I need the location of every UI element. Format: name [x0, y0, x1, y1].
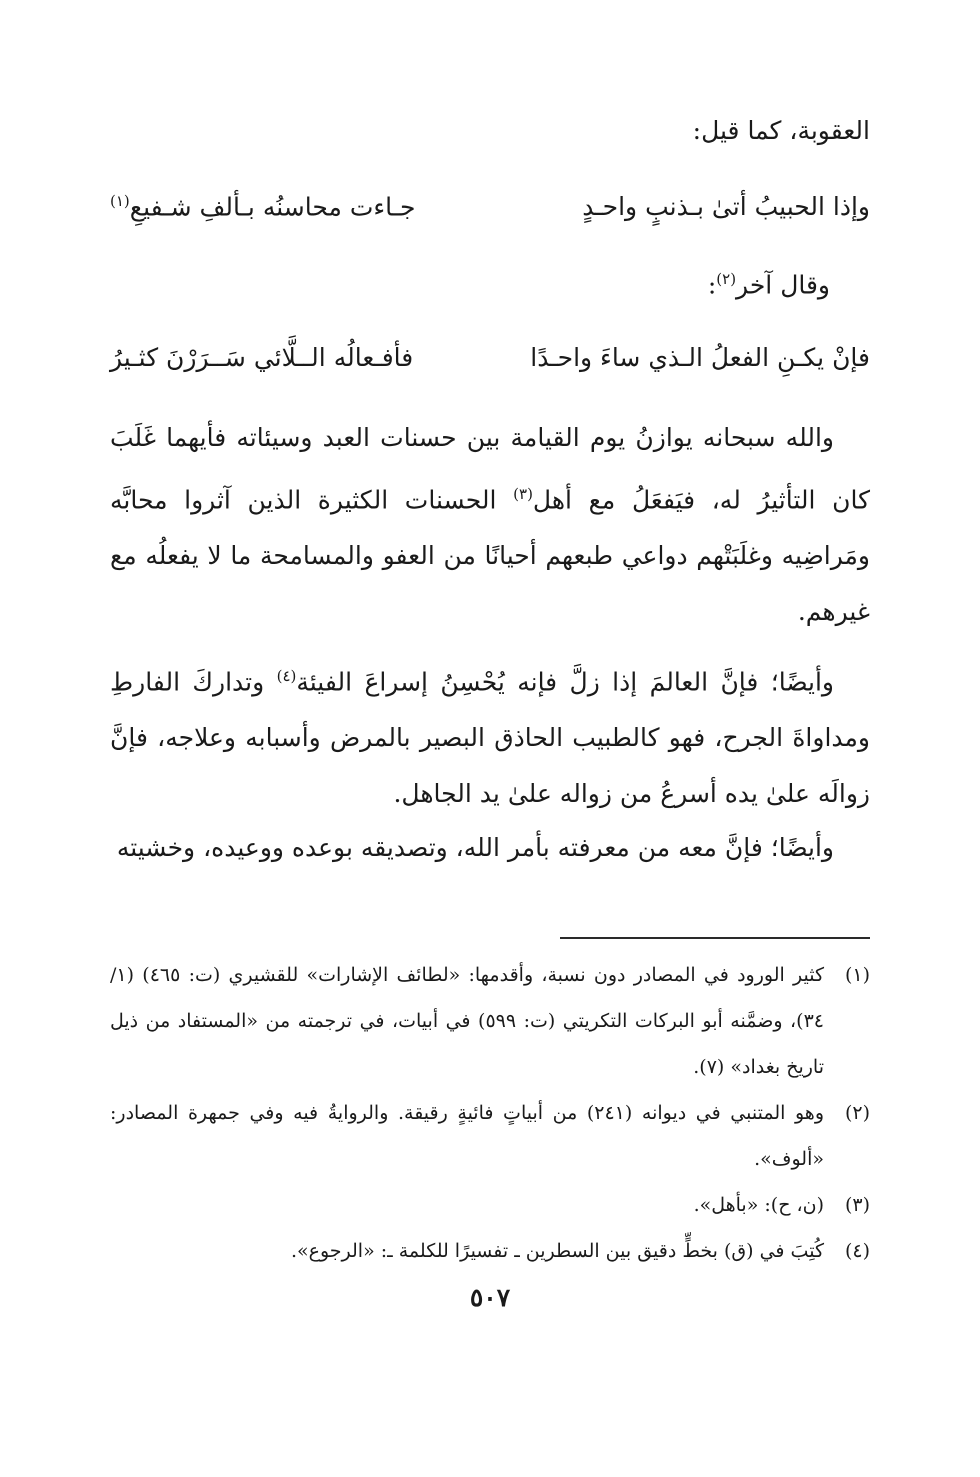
paragraph-1: والله سبحانه يوازنُ يوم القيامة بين حسنات العبد وسيئاته فأيهما غَلَبَ كان التأثيرُ له، فيَفعَلُ مع أهل$^{(٣)}$ الحسنات الكثيرة الذين آثروا محابَّه ومَراضِيه وغلَبَتْهم دواعي طبعهم أحيانًا من العفو والمسامحة ما لا يفعلُه مع غيرهم. [110, 423, 870, 627]
verse-1-first-hemistich: وإذا الحبيبُ أتىٰ بـذنبٍ واحـدٍ [582, 192, 870, 221]
footnote-text: وهو المتنبي في ديوانه (٢٤١) من أبياتٍ فائيةٍ رقيقة. والروايةُ فيه وفي جمهرة المصادر: «ألوف». [110, 1102, 824, 1170]
footnote-ref-3: (٣) [513, 485, 533, 503]
footnote-number: (٤) [844, 1240, 870, 1262]
verse-2 [110, 343, 870, 372]
footnote-number: (١) [844, 964, 870, 986]
footnote-text: (ن، ح): «بأهل». [693, 1194, 824, 1216]
another-said-line: وقال آخر$^{(٢)}$: [707, 270, 830, 300]
footnote-ref-4: (٤) [276, 667, 297, 685]
verse-2-second-hemistich: فأفـعالُه الــلَّائي سَــرَرْنَ كثـيرُ [110, 343, 414, 372]
footnote-text: كثير الورود في المصادر دون نسبة، وأقدمها: «لطائف الإشارات» للقشيري (ت: ٤٦٥) (١/ ٣٤)، وضمَّنه أبو البركات التكريتي (ت: ٥٩٩) في أبيات، في ترجمته من «المستفاد من ذيل تاريخ بغداد» (٧). [110, 964, 824, 1078]
verse-2-first-hemistich: فإنْ يكـنِ الفعلُ الـذي ساءَ واحـدًا [530, 343, 870, 372]
intro-line: العقوبة، كما قيل: [692, 116, 870, 145]
footnote-2 [110, 1090, 870, 1182]
footnote-ref-2: (٢) [716, 270, 737, 288]
paragraph-2: وأيضًا؛ فإنَّ العالمَ إذا زلَّ فإنه يُحْسِنُ إسراعَ الفيئة$^{(٤)}$ وتداركَ الفارطِ ومداواةَ الجرح، فهو كالطبيب الحاذق البصير بالمرض وأسبابه وعلاجه، فإنَّ زوالَه علىٰ يده أسرعُ من زواله علىٰ يد الجاهل. [110, 667, 870, 809]
footnote-3 [110, 1182, 870, 1228]
footnote-4 [110, 1228, 870, 1274]
paragraph-3: وأيضًا؛ فإنَّ معه من معرفته بأمر الله، وتصديقه بوعده ووعيده، وخشيته [116, 833, 834, 862]
footnotes [110, 952, 870, 1274]
verse-1 [110, 192, 870, 221]
verse-1-second-hemistich: جـاءت محاسنُه بـألفِ شـفيعِ$^{(١)}$ [110, 192, 416, 222]
footnote-number: (٢) [844, 1102, 870, 1124]
footnote-text: كُتِبَ في (ق) بخطٍّ دقيق بين السطرين ـ تفسيرًا للكلمة ـ: «الرجوع». [290, 1240, 824, 1262]
footnote-number: (٣) [844, 1194, 870, 1216]
footnote-1 [110, 952, 870, 1090]
page-number: ٥٠٧ [469, 1283, 511, 1312]
footnote-separator [560, 937, 870, 939]
footnote-ref-1: (١) [110, 192, 130, 210]
